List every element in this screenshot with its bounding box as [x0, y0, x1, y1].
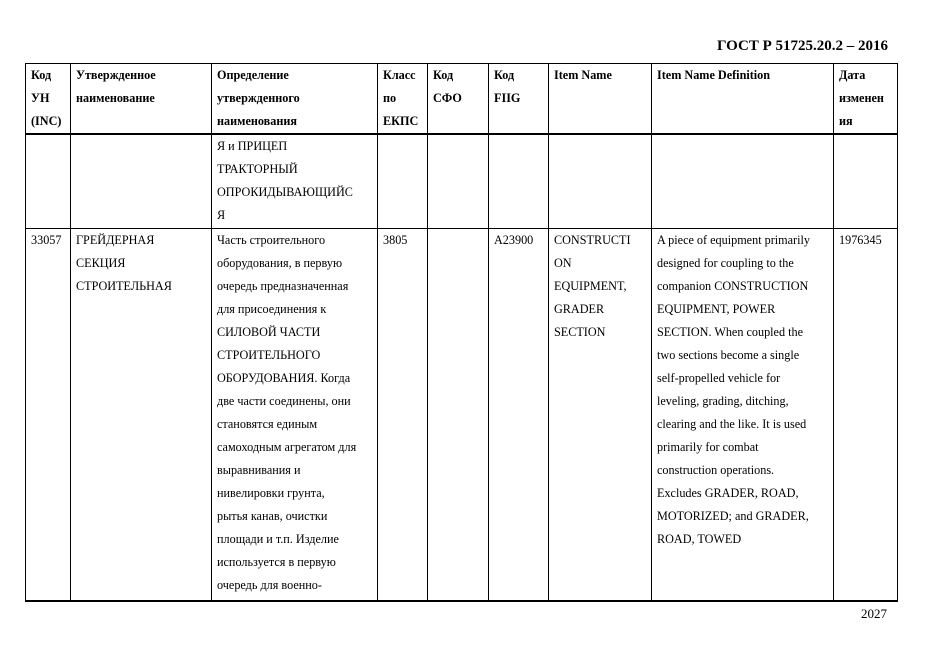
cell-definition — [212, 134, 378, 229]
text-line: two sections become a single — [657, 348, 800, 362]
header-item-name — [549, 64, 652, 135]
text-line: MOTORIZED; and GRADER, — [657, 509, 809, 523]
text-line: СТРОИТЕЛЬНОГО — [217, 348, 321, 362]
text-line: ТРАКТОРНЫЙ — [217, 162, 298, 176]
text-line: primarily for combat — [657, 440, 759, 454]
header-definition — [212, 64, 378, 135]
cell-inc — [26, 134, 71, 229]
text-line: Я и ПРИЦЕП — [217, 139, 288, 153]
cell-item-name — [549, 229, 652, 602]
text-line: ОПРОКИДЫВАЮЩИЙС — [217, 185, 353, 199]
text-line: Я — [217, 208, 226, 222]
page-number: 2027 — [861, 606, 887, 621]
cell-date — [834, 134, 898, 229]
text-line: ОБОРУДОВАНИЯ. Когда — [217, 371, 351, 385]
text-line: становятся единым — [217, 417, 318, 431]
text-line: EQUIPMENT, — [554, 279, 627, 293]
cell-item-definition — [652, 134, 834, 229]
text-line: оборудования, в первую — [217, 256, 343, 270]
text-line: Код — [494, 68, 515, 82]
text-line: ROAD, TOWED — [657, 532, 742, 546]
cell-name — [71, 229, 212, 602]
header-item-name-definition — [652, 64, 834, 135]
text-line: EQUIPMENT, POWER — [657, 302, 776, 316]
text-line: ГРЕЙДЕРНАЯ — [76, 233, 155, 247]
text-line: Код — [433, 68, 454, 82]
header-fiig — [489, 64, 549, 135]
header-sfo — [428, 64, 489, 135]
text-line: по — [383, 91, 397, 105]
text-line: ия — [839, 114, 853, 128]
cell-fiig — [489, 134, 549, 229]
text-line: изменен — [839, 91, 884, 105]
cell-name — [71, 134, 212, 229]
text-line: наименования — [217, 114, 297, 128]
document-code: ГОСТ Р 51725.20.2 – 2016 — [716, 38, 888, 54]
header-approved-name — [71, 64, 212, 135]
text-line: две части соединены, они — [217, 394, 351, 408]
text-line: наименование — [76, 91, 155, 105]
text-line: нивелировки грунта, — [217, 486, 325, 500]
text-line: Класс — [383, 68, 416, 82]
cell-item-name — [549, 134, 652, 229]
text-line: рытья канав, очистки — [217, 509, 328, 523]
text-line: (INC) — [31, 114, 62, 128]
text-line: площади и т.п. Изделие — [217, 532, 339, 546]
cell-definition — [212, 229, 378, 602]
text-line: для присоединения к — [217, 302, 327, 316]
table-row — [26, 229, 898, 602]
text-line: construction operations. — [657, 463, 775, 477]
cell-sfo — [428, 229, 489, 602]
text-line: designed for coupling to the — [657, 256, 794, 270]
header-change-date — [834, 64, 898, 135]
text-line: выравнивания и — [217, 463, 301, 477]
item-names-table — [25, 63, 898, 602]
header-class-ekps — [378, 64, 428, 135]
text-line: clearing and the like. It is used — [657, 417, 807, 431]
text-line: используется в первую — [217, 555, 336, 569]
text-line: Код — [31, 68, 52, 82]
cell-class — [378, 134, 428, 229]
text-line: СЕКЦИЯ — [76, 256, 126, 270]
text-line: FIIG — [494, 91, 521, 105]
table-row-continuation — [26, 134, 898, 229]
text-line: УН — [31, 91, 50, 105]
table-header-row — [26, 64, 898, 135]
text-line: Часть строительного — [217, 233, 326, 247]
text-line: Excludes GRADER, ROAD, — [657, 486, 799, 500]
text-line: CONSTRUCTI — [554, 233, 631, 247]
text-line: Определение — [217, 68, 289, 82]
text-line: GRADER — [554, 302, 605, 316]
text-line: Дата — [839, 68, 866, 82]
text-line: SECTION. When coupled the — [657, 325, 803, 339]
cell-fiig: A23900 — [489, 229, 549, 602]
text-line: очередь предназначенная — [217, 279, 349, 293]
text-line: ЕКПС — [383, 114, 419, 128]
text-line: очередь для военно- — [217, 578, 322, 592]
text-line: СТРОИТЕЛЬНАЯ — [76, 279, 172, 293]
cell-class: 3805 — [378, 229, 428, 602]
cell-inc: 33057 — [26, 229, 71, 602]
text-line: СФО — [433, 91, 462, 105]
cell-date: 1976345 — [834, 229, 898, 602]
cell-sfo — [428, 134, 489, 229]
text-line: companion CONSTRUCTION — [657, 279, 809, 293]
cell-item-definition — [652, 229, 834, 602]
text-line: leveling, grading, ditching, — [657, 394, 789, 408]
text-line: Item Name Definition — [657, 68, 771, 82]
text-line: SECTION — [554, 325, 606, 339]
header-inc — [26, 64, 71, 135]
text-line: утвержденного — [217, 91, 300, 105]
text-line: ON — [554, 256, 572, 270]
text-line: самоходным агрегатом для — [217, 440, 357, 454]
text-line: Утвержденное — [76, 68, 156, 82]
text-line: A piece of equipment primarily — [657, 233, 810, 247]
text-line: СИЛОВОЙ ЧАСТИ — [217, 325, 321, 339]
text-line: self-propelled vehicle for — [657, 371, 781, 385]
text-line: Item Name — [554, 68, 612, 82]
